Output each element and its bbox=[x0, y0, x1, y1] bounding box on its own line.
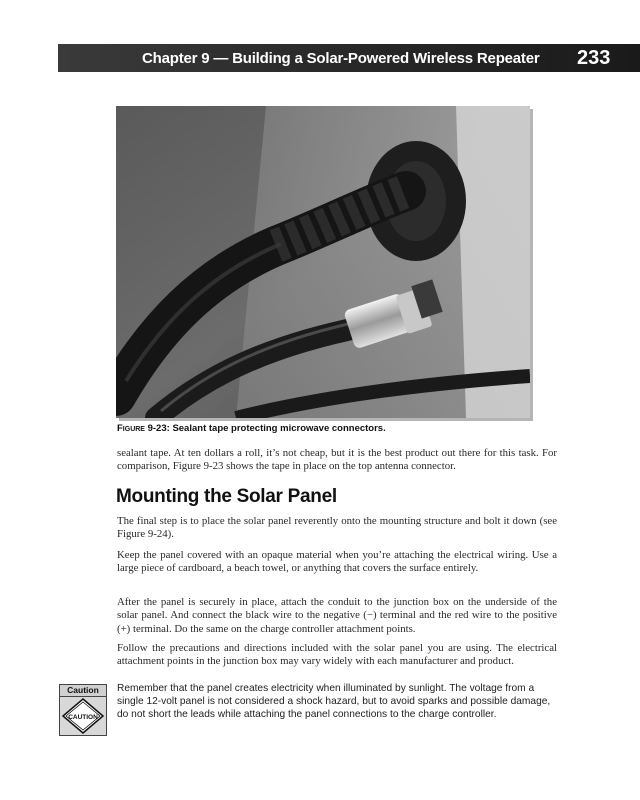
figure-caption bbox=[117, 423, 537, 434]
figure-photo bbox=[116, 106, 530, 418]
paragraph-4: Follow the precautions and directions included with the solar panel you are using. The electrical attachment points in the junction box may vary widely with each manufacturer and product. bbox=[117, 642, 557, 668]
figure-label: Figure 9-23: bbox=[117, 423, 170, 434]
caution-text: Remember that the panel creates electricity when illuminated by sunlight. The voltage from a single 12-volt panel is not considered a shock hazard, but to avoid sparks and possible damage, do not short the leads while attaching the panel connections to the charge controller. bbox=[117, 683, 551, 720]
caution-sign-text: CAUTION bbox=[68, 714, 98, 721]
intro-paragraph: sealant tape. At ten dollars a roll, it’s not cheap, but it is the best product out there for this task. For comparison, Figure 9-23 shows the tape in place on the top antenna connector. bbox=[117, 447, 557, 473]
paragraph-1: The final step is to place the solar panel reverently onto the mounting structure and bolt it down (see Figure 9-24). bbox=[117, 515, 557, 541]
page-number: 233 bbox=[577, 47, 611, 69]
paragraph-3: After the panel is securely in place, attach the conduit to the junction box on the underside of the solar panel. And connect the black wire to the negative (−) terminal and the red wire to the positive (+) terminal. Do the same on the charge controller attachment points. bbox=[117, 596, 557, 635]
chapter-title: Chapter 9 — Building a Solar-Powered Wireless Repeater bbox=[142, 50, 540, 67]
figure-caption-text: Sealant tape protecting microwave connectors. bbox=[172, 423, 386, 434]
caution-label: Caution bbox=[60, 685, 106, 697]
caution-icon bbox=[59, 684, 107, 736]
section-heading: Mounting the Solar Panel bbox=[116, 486, 337, 507]
caution-sign-icon bbox=[60, 697, 106, 735]
paragraph-2: Keep the panel covered with an opaque material when you’re attaching the electrical wiring. Use a large piece of cardboard, a beach towel, or anything that covers the surface entirely. bbox=[117, 549, 557, 575]
